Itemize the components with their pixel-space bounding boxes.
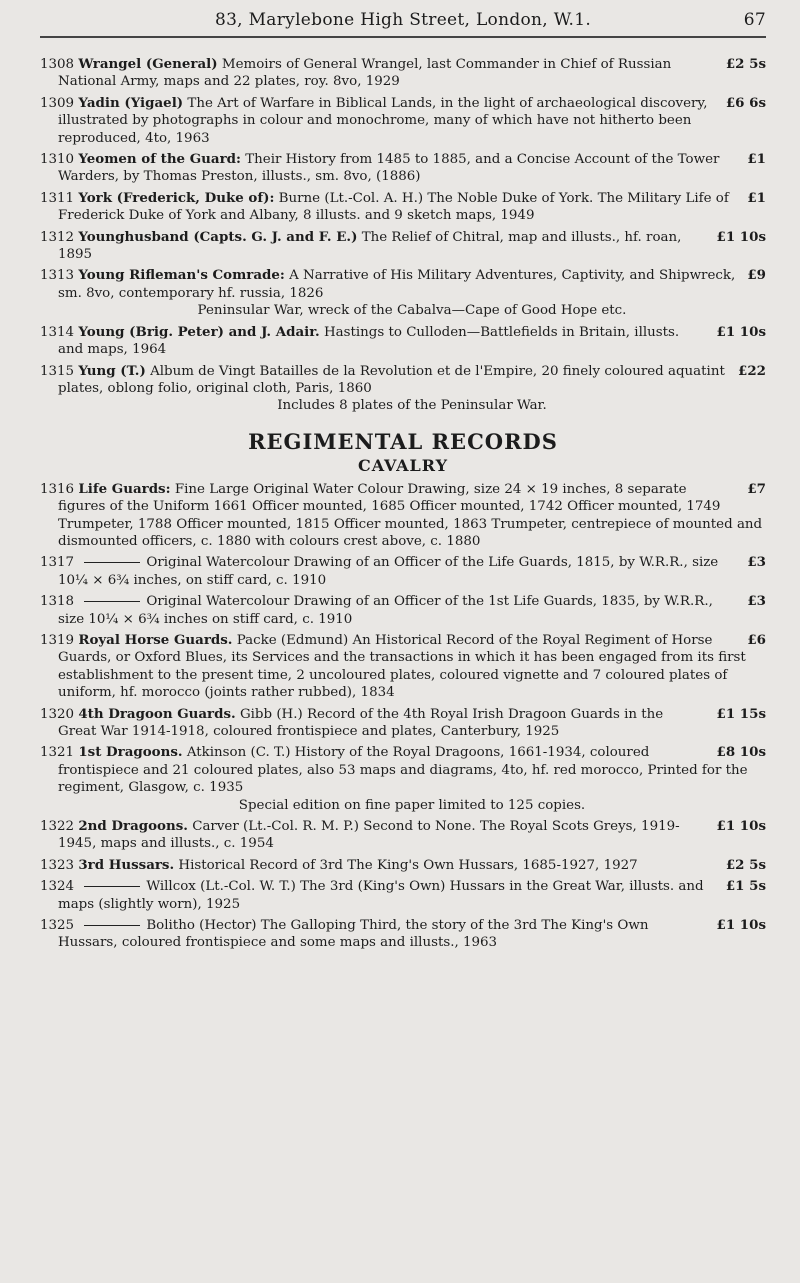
entry-price: £1 10s <box>716 917 766 934</box>
entry-note: Special edition on fine paper limited to 125 copies. <box>238 797 586 813</box>
entry-number: 1324 <box>40 879 75 895</box>
page-number: 67 <box>743 10 766 30</box>
catalogue-entry <box>40 857 766 874</box>
entry-price: £2 5s <box>725 856 766 873</box>
entry-note: Peninsular War, wreck of the Cabalva—Cape of Good Hope etc. <box>197 303 627 319</box>
entry-number: 1323 <box>40 857 75 873</box>
entry-price: £1 10s <box>716 818 766 835</box>
catalogue-entry <box>40 593 766 628</box>
entry-description: Gibb (H.) Record of the 4th Royal Irish Dragoon Guards in the Great War 1914-1918, coloured frontispiece and plates, Canterbury, 1925 <box>58 706 664 739</box>
entry-number: 1315 <box>40 363 75 379</box>
entry-price: £1 15s <box>716 705 766 722</box>
entry-description: Original Watercolour Drawing of an Officer of the Life Guards, 1815, by W.R.R., size 10¼ × 6¾ inches, on stiff card, c. 1910 <box>58 555 719 588</box>
cavalry-list <box>40 481 766 952</box>
entry-price: £8 10s <box>716 744 766 761</box>
entry-price: £7 <box>747 480 766 497</box>
entry-number: 1319 <box>40 632 75 648</box>
entry-heading: Yadin (Yigael) <box>78 94 184 111</box>
entry-heading: Younghusband (Capts. G. J. and F. E.) <box>78 228 358 245</box>
entry-heading: Young (Brig. Peter) and J. Adair. <box>78 323 320 340</box>
entry-description: Historical Record of 3rd The King's Own Hussars, 1685-1927, 1927 <box>178 857 638 873</box>
catalogue-entry <box>40 56 766 91</box>
entry-description: Carver (Lt.-Col. R. M. P.) Second to None. The Royal Scots Greys, 1919-1945, maps and illusts., c. 1954 <box>58 819 680 852</box>
catalogue-entry <box>40 324 766 359</box>
entry-description: Hastings to Culloden—Battlefields in Britain, illusts. and maps, 1964 <box>58 324 680 358</box>
catalogue-entry <box>40 878 766 913</box>
entry-description: Fine Large Original Water Colour Drawing, size 24 × 19 inches, 8 separate figures of the Uniform 1661 Officer mounted, 1685 Officer mounted, 1742 Officer mounted, 1749 Trumpeter, 1788 Officer mounted, 1815 Officer mounted, 1863 Trumpeter, centrepiece of mounted and dismounted officers, c. 1880 with colours crest above, c. 1880 <box>58 481 763 549</box>
entry-heading: York (Frederick, Duke of): <box>78 189 275 206</box>
page-header <box>40 10 766 32</box>
ditto-dash <box>84 562 140 563</box>
section-subtitle: CAVALRY <box>357 455 449 475</box>
entry-heading: Young Rifleman's Comrade: <box>78 267 285 284</box>
entry-number: 1312 <box>40 229 75 245</box>
entry-heading: 1st Dragoons. <box>78 744 183 761</box>
entry-heading: Life Guards: <box>78 480 171 497</box>
entry-description: Bolitho (Hector) The Galloping Third, the story of the 3rd The King's Own Hussars, coloured frontispiece and some maps and illusts., 1963 <box>58 918 649 951</box>
catalogue-entry <box>40 706 766 741</box>
entry-price: £1 <box>747 151 766 168</box>
catalogue-entry <box>40 190 766 225</box>
catalogue-entry <box>40 151 766 186</box>
ditto-dash <box>84 601 140 602</box>
entry-description: Willcox (Lt.-Col. W. T.) The 3rd (King's Own) Hussars in the Great War, illusts. and maps (slightly worn), 1925 <box>58 879 704 912</box>
entry-price: £1 10s <box>716 323 766 340</box>
entry-heading: Yeomen of the Guard: <box>78 151 241 168</box>
entry-price: £22 <box>738 362 766 379</box>
entry-description: Their History from 1485 to 1885, and a Concise Account of the Tower Warders, by Thomas Preston, illusts., sm. 8vo, (1886) <box>58 152 720 185</box>
entry-description: Memoirs of General Wrangel, last Commander in Chief of Russian National Army, maps and 22 plates, roy. 8vo, 1929 <box>58 57 672 90</box>
ditto-dash <box>84 886 140 887</box>
entry-number: 1317 <box>40 555 75 571</box>
entry-price: £3 <box>747 554 766 571</box>
entry-number: 1321 <box>40 745 75 761</box>
entry-number: 1310 <box>40 152 75 168</box>
entry-heading: 3rd Hussars. <box>78 856 175 873</box>
header-rule <box>40 36 766 38</box>
entry-number: 1320 <box>40 706 75 722</box>
entry-heading: Yung (T.) <box>78 362 146 379</box>
entry-number: 1322 <box>40 819 75 835</box>
catalogue-entry <box>40 744 766 814</box>
entry-number: 1308 <box>40 57 75 72</box>
catalogue-entry <box>40 267 766 319</box>
catalogue-entry <box>40 554 766 589</box>
header-address: 83, Marylebone High Street, London, W.1. <box>214 10 592 30</box>
entry-number: 1318 <box>40 594 75 610</box>
entry-description: The Relief of Chitral, map and illusts., hf. roan, 1895 <box>58 229 682 263</box>
entry-price: £2 5s <box>725 56 766 72</box>
catalogue-entry <box>40 917 766 952</box>
catalogue-entry <box>40 363 766 415</box>
entry-heading: 4th Dragoon Guards. <box>78 705 236 722</box>
entry-heading: Royal Horse Guards. <box>78 631 233 648</box>
catalogue-entry <box>40 632 766 702</box>
entry-description: Burne (Lt.-Col. A. H.) The Noble Duke of York. The Military Life of Frederick Duke of York and Albany, 8 illusts. and 9 sketch maps, 1949 <box>58 190 729 224</box>
entry-number: 1309 <box>40 95 75 111</box>
entry-description: Album de Vingt Batailles de la Revolution et de l'Empire, 20 finely coloured aquatint plates, oblong folio, original cloth, Paris, 1860 <box>58 363 725 396</box>
entry-description: Original Watercolour Drawing of an Officer of the 1st Life Guards, 1835, by W.R.R., size 10¼ × 6¾ inches on stiff card, c. 1910 <box>58 594 713 627</box>
entry-description: Packe (Edmund) An Historical Record of the Royal Regiment of Horse Guards, or Oxford Blues, its Services and the transactions in which it has been engaged from its first establishment to the present time, 2 uncoloured plates, coloured vignette and 7 coloured plates of uniform, hf. morocco (joints rather rubbed), 1834 <box>58 632 746 701</box>
ditto-dash <box>84 925 140 926</box>
entry-price: £1 10s <box>716 228 766 245</box>
catalogue-entry <box>40 481 766 551</box>
entry-price: £1 5s <box>725 878 766 895</box>
entry-price: £6 6s <box>725 94 766 111</box>
entry-note: Includes 8 plates of the Peninsular War. <box>277 398 547 414</box>
entry-number: 1325 <box>40 918 75 934</box>
entry-price: £3 <box>747 593 766 610</box>
section-title: REGIMENTAL RECORDS <box>248 428 558 454</box>
entry-description: Atkinson (C. T.) History of the Royal Dragoons, 1661-1934, coloured frontispiece and 21 coloured plates, also 53 maps and diagrams, 4to, hf. red morocco, Printed for the regiment, Glasgow, c. 1935 <box>58 745 748 796</box>
entry-price: £9 <box>747 267 766 284</box>
entry-price: £1 <box>747 189 766 206</box>
entries-list <box>40 56 766 415</box>
entry-number: 1313 <box>40 268 75 284</box>
catalogue-entry <box>40 229 766 264</box>
entry-description: A Narrative of His Military Adventures, Captivity, and Shipwreck, sm. 8vo, contemporary hf. russia, 1826 <box>58 268 736 301</box>
entry-heading: 2nd Dragoons. <box>78 818 188 835</box>
entry-price: £6 <box>747 631 766 648</box>
entry-description: The Art of Warfare in Biblical Lands, in the light of archaeological discovery, illustrated by photographs in colour and monochrome, many of which have not hitherto been reproduced, 4to, 1963 <box>58 95 708 146</box>
catalogue-entry <box>40 818 766 853</box>
entry-number: 1311 <box>40 190 75 206</box>
entry-heading: Wrangel (General) <box>78 56 218 72</box>
entry-number: 1316 <box>40 481 75 497</box>
catalogue-entry <box>40 95 766 147</box>
entry-number: 1314 <box>40 324 75 340</box>
